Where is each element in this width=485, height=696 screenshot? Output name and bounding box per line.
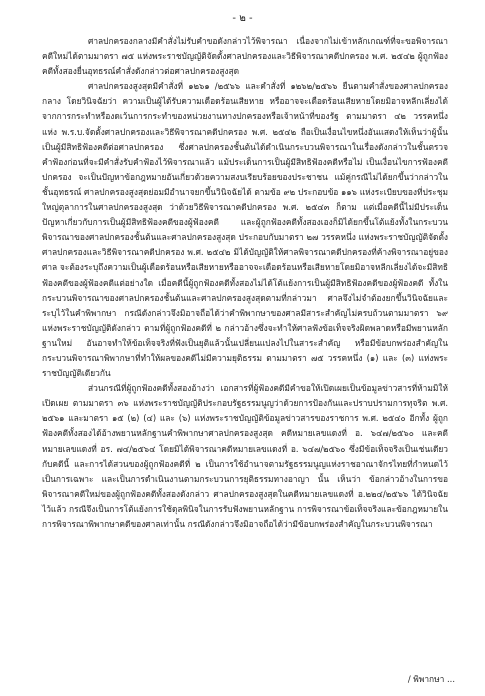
paragraph-2: ศาลปกครองสูงสุดมีคำสั่งที่ ๑๒๖๑ /๒๕๖๖ และคำสั่งที่ ๑๒๖๒/๒๕๖๖ ยืนตามคำสั่งของศาลปกครองกลาง โดยวินิจฉัยว่า ความเป็นผู้ได้รับความเดือดร้อนเสียหาย หรืออาจจะเดือดร้อนเสียหายโดยมิอาจหลีกเลี่ยงได้จากการกระทำหรืองดเว้นการกระทำของหน่วยงานทางปกครองหรือเจ้าหน้าที่ของรัฐ ตามมาตรา ๔๒ วรรคหนึ่ง แห่ง พ.ร.บ.จัดตั้งศาลปกครองและวิธีพิจารณาคดีปกครอง พ.ศ. ๒๕๔๒ ถือเป็นเงื่อนไขหนึ่งอันแสดงให้เห็นว่าผู้นั้นเป็นผู้มีสิทธิฟ้องคดีต่อศาลปกครอง ซึ่งศาลปกครองชั้นต้นได้ดำเนินกระบวนพิจารณาในเรื่องดังกล่าวในชั้นตรวจคำฟ้องก่อนที่จะมีคำสั่งรับคำฟ้องไว้พิจารณาแล้ว แม้ประเด็นการเป็นผู้มีสิทธิฟ้องคดีหรือไม่ เป็นเงื่อนไขการฟ้องคดีปกครอง จะเป็นปัญหาข้อกฎหมายอันเกี่ยวด้วยความสงบเรียบร้อยของประชาชน แม้คู่กรณีไม่ได้ยกขึ้นว่ากล่าวในชั้นอุทธรณ์ ศาลปกครองสูงสุดย่อมมีอำนาจยกขึ้นวินิจฉัยได้ ตามข้อ ๙๒ ประกอบข้อ ๑๑๖ แห่งระเบียบของที่ประชุมใหญ่ตุลาการในศาลปกครองสูงสุด ว่าด้วยวิธีพิจารณาคดีปกครอง พ.ศ. ๒๕๔๓ ก็ตาม แต่เมื่อคดีนี้ไม่มีประเด็นปัญหาเกี่ยวกับการเป็นผู้มีสิทธิฟ้องคดีของผู้ฟ้องคดี และผู้ถูกฟ้องคดีทั้งสองเองก็มิได้ยกขึ้นโต้แย้งทั้งในกระบวนพิจารณาของศาลปกครองชั้นต้นและศาลปกครองสูงสุด ประกอบกับมาตรา ๒๗ วรรคหนึ่ง แห่งพระราชบัญญัติจัดตั้งศาลปกครองและวิธีพิจารณาคดีปกครอง พ.ศ. ๒๕๔๒ มิได้บัญญัติให้ศาลพิจารณาคดีปกครองที่ค้างพิจารณาอยู่ของศาล จะต้องระบุถึงความเป็นผู้เดือดร้อนหรือเสียหายหรืออาจจะเดือดร้อนหรือเสียหายโดยมิอาจหลีกเลี่ยงได้จะมีสิทธิฟ้องคดีของผู้ฟ้องคดีแต่อย่างใด เมื่อคดีนี้ผู้ถูกฟ้องคดีทั้งสองไม่ได้โต้แย้งการเป็นผู้มีสิทธิฟ้องคดีของผู้ฟ้องคดี ทั้งในกระบวนพิจารณาของศาลปกครองชั้นต้นและศาลปกครองสูงสุดตามที่กล่าวมา ศาลจึงไม่จำต้องยกขึ้นวินิจฉัยและระบุไว้ในคำพิพากษา กรณีดังกล่าวจึงมิอาจถือได้ว่าคำพิพากษาของศาลมีสาระสำคัญไม่ครบถ้วนตามมาตรา ๖๙ แห่งพระราชบัญญัติดังกล่าว ตามที่ผู้ถูกฟ้องคดีที่ ๒ กล่าวอ้างซึ่งจะทำให้ศาลฟังข้อเท็จจริงผิดพลาดหรือมีพยานหลักฐานใหม่ อันอาจทำให้ข้อเท็จจริงที่ฟังเป็นยุติแล้วนั้นเปลี่ยนแปลงไปในสาระสำคัญ หรือมีข้อบกพร่องสำคัญในกระบวนพิจารณาพิพากษาที่ทำให้ผลของคดีไม่มีความยุติธรรม ตามมาตรา ๗๕ วรรคหนึ่ง (๑) และ (๓) แห่งพระราชบัญญัติเดียวกัน	[42, 81, 448, 379]
page-number: - ๒ -	[232, 13, 253, 24]
paragraph-1: ศาลปกครองกลางมีคำสั่งไม่รับคำขอดังกล่าวไว้พิจารณา เนื่องจากไม่เข้าหลักเกณฑ์ที่จะขอพิจารณาคดีใหม่ได้ตามมาตรา ๗๕ แห่งพระราชบัญญัติจัดตั้งศาลปกครองและวิธีพิจารณาคดีปกครอง พ.ศ. ๒๕๔๒ ผู้ถูกฟ้องคดีทั้งสองยื่นอุทธรณ์คำสั่งดังกล่าวต่อศาลปกครองสูงสุด	[42, 36, 448, 77]
continuation-marker: / พิพากษา ...	[407, 674, 455, 684]
paragraph-3: ส่วนกรณีที่ผู้ถูกฟ้องคดีทั้งสองอ้างว่า เอกสารที่ผู้ฟ้องคดีมีคำขอให้เปิดเผยเป็นข้อมูลข่าวสารที่ห้ามมิให้เปิดเผย ตามมาตรา ๓๖ แห่งพระราชบัญญัติประกอบรัฐธรรมนูญว่าด้วยการป้องกันและปราบปรามการทุจริต พ.ศ. ๒๕๖๑ และมาตรา ๑๕ (๒) (๔) และ (๖) แห่งพระราชบัญญัติข้อมูลข่าวสารของราชการ พ.ศ. ๒๕๔๐ อีกทั้ง ผู้ถูกฟ้องคดีทั้งสองได้อ้างพยานหลักฐานคำพิพากษาศาลปกครองสูงสุด คดีหมายเลขแดงที่ อ. ๖๔๗/๒๕๖๐ และคดีหมายเลขแดงที่ อร. ๗๔/๒๕๖๔ โดยมิได้พิจารณาคดีหมายเลขแดงที่ อ. ๖๔๗/๒๕๖๐ ซึ่งมีข้อเท็จจริงเป็นเช่นเดียวกับคดีนี้ และการได้สวนของผู้ถูกฟ้องคดีที่ ๒ เป็นการใช้อำนาจตามรัฐธรรมนูญแห่งราชอาณาจักรไทยที่กำหนดไว้เป็นการเฉพาะ และเป็นการดำเนินงานตามกระบวนการยุติธรรมทางอาญา นั้น เห็นว่า ข้อกล่าวอ้างในการขอพิจารณาคดีใหม่ของผู้ถูกฟ้องคดีทั้งสองดังกล่าว ศาลปกครองสูงสุดในคดีหมายเลขแดงที่ อ.๒๒๔/๒๕๖๖ ได้วินิจฉัยไว้แล้ว กรณีจึงเป็นการโต้แย้งการใช้ดุลพินิจในการรับฟังพยานหลักฐาน การพิจารณาข้อเท็จจริงและข้อกฎหมายในการพิจารณาพิพากษาคดีของศาลเท่านั้น กรณีดังกล่าวจึงมิอาจถือได้ว่ามีข้อบกพร่องสำคัญในกระบวนพิจารณา	[42, 383, 448, 529]
document-body	[42, 34, 448, 532]
